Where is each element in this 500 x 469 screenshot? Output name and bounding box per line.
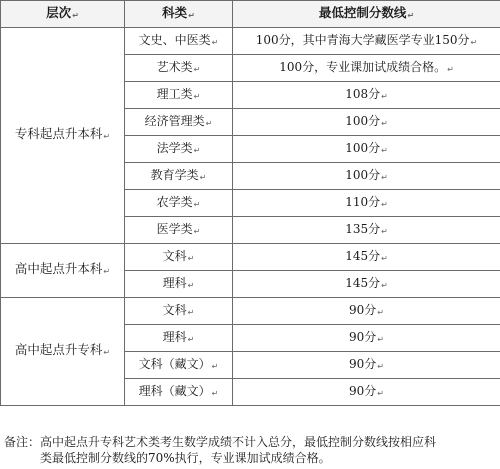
footnote: [4, 434, 496, 466]
header-score: 最低控制分数线↵: [233, 1, 500, 28]
score-cell: 100分↵: [233, 136, 500, 163]
subject-cell: 教育学类↵: [125, 163, 233, 190]
score-cell: 90分↵: [233, 325, 500, 352]
level-cell: 专科起点升本科↵: [1, 28, 125, 244]
subject-cell: 理科（藏文）↵: [125, 379, 233, 406]
score-cell: 145分↵: [233, 271, 500, 298]
table-row: [1, 28, 500, 55]
subject-cell: 文科↵: [125, 298, 233, 325]
subject-cell: 医学类↵: [125, 217, 233, 244]
subject-cell: 文科↵: [125, 244, 233, 271]
level-cell: 高中起点升专科↵: [1, 298, 125, 406]
subject-cell: 文科（藏文）↵: [125, 352, 233, 379]
table-header-row: [1, 1, 500, 28]
score-cell: 135分↵: [233, 217, 500, 244]
table-row: [1, 244, 500, 271]
score-cell: 100分，专业课加试成绩合格。↵: [233, 55, 500, 82]
score-cell: 100分，其中青海大学藏医学专业150分↵: [233, 28, 500, 55]
table-row: [1, 298, 500, 325]
footnote-line-1: 备注：高中起点升专科艺术类考生数学成绩不计入总分，最低控制分数线按相应科: [4, 435, 437, 449]
subject-cell: 理科↵: [125, 325, 233, 352]
score-cell: 145分↵: [233, 244, 500, 271]
subject-cell: 文史、中医类↵: [125, 28, 233, 55]
subject-cell: 理科↵: [125, 271, 233, 298]
header-level: 层次↵: [1, 1, 125, 28]
subject-cell: 经济管理类↵: [125, 109, 233, 136]
score-cell: 100分↵: [233, 109, 500, 136]
subject-cell: 法学类↵: [125, 136, 233, 163]
score-cell: 108分↵: [233, 82, 500, 109]
header-subject: 科类↵: [125, 1, 233, 28]
subject-cell: 农学类↵: [125, 190, 233, 217]
footnote-line-2: 类最低控制分数线的70%执行，专业课加试成绩合格。: [40, 451, 331, 465]
score-cell: 90分↵: [233, 298, 500, 325]
score-cell: 90分↵: [233, 352, 500, 379]
score-cell: 100分↵: [233, 163, 500, 190]
subject-cell: 艺术类↵: [125, 55, 233, 82]
level-cell: 高中起点升本科↵: [1, 244, 125, 298]
score-cell: 110分↵: [233, 190, 500, 217]
score-cell: 90分↵: [233, 379, 500, 406]
subject-cell: 理工类↵: [125, 82, 233, 109]
